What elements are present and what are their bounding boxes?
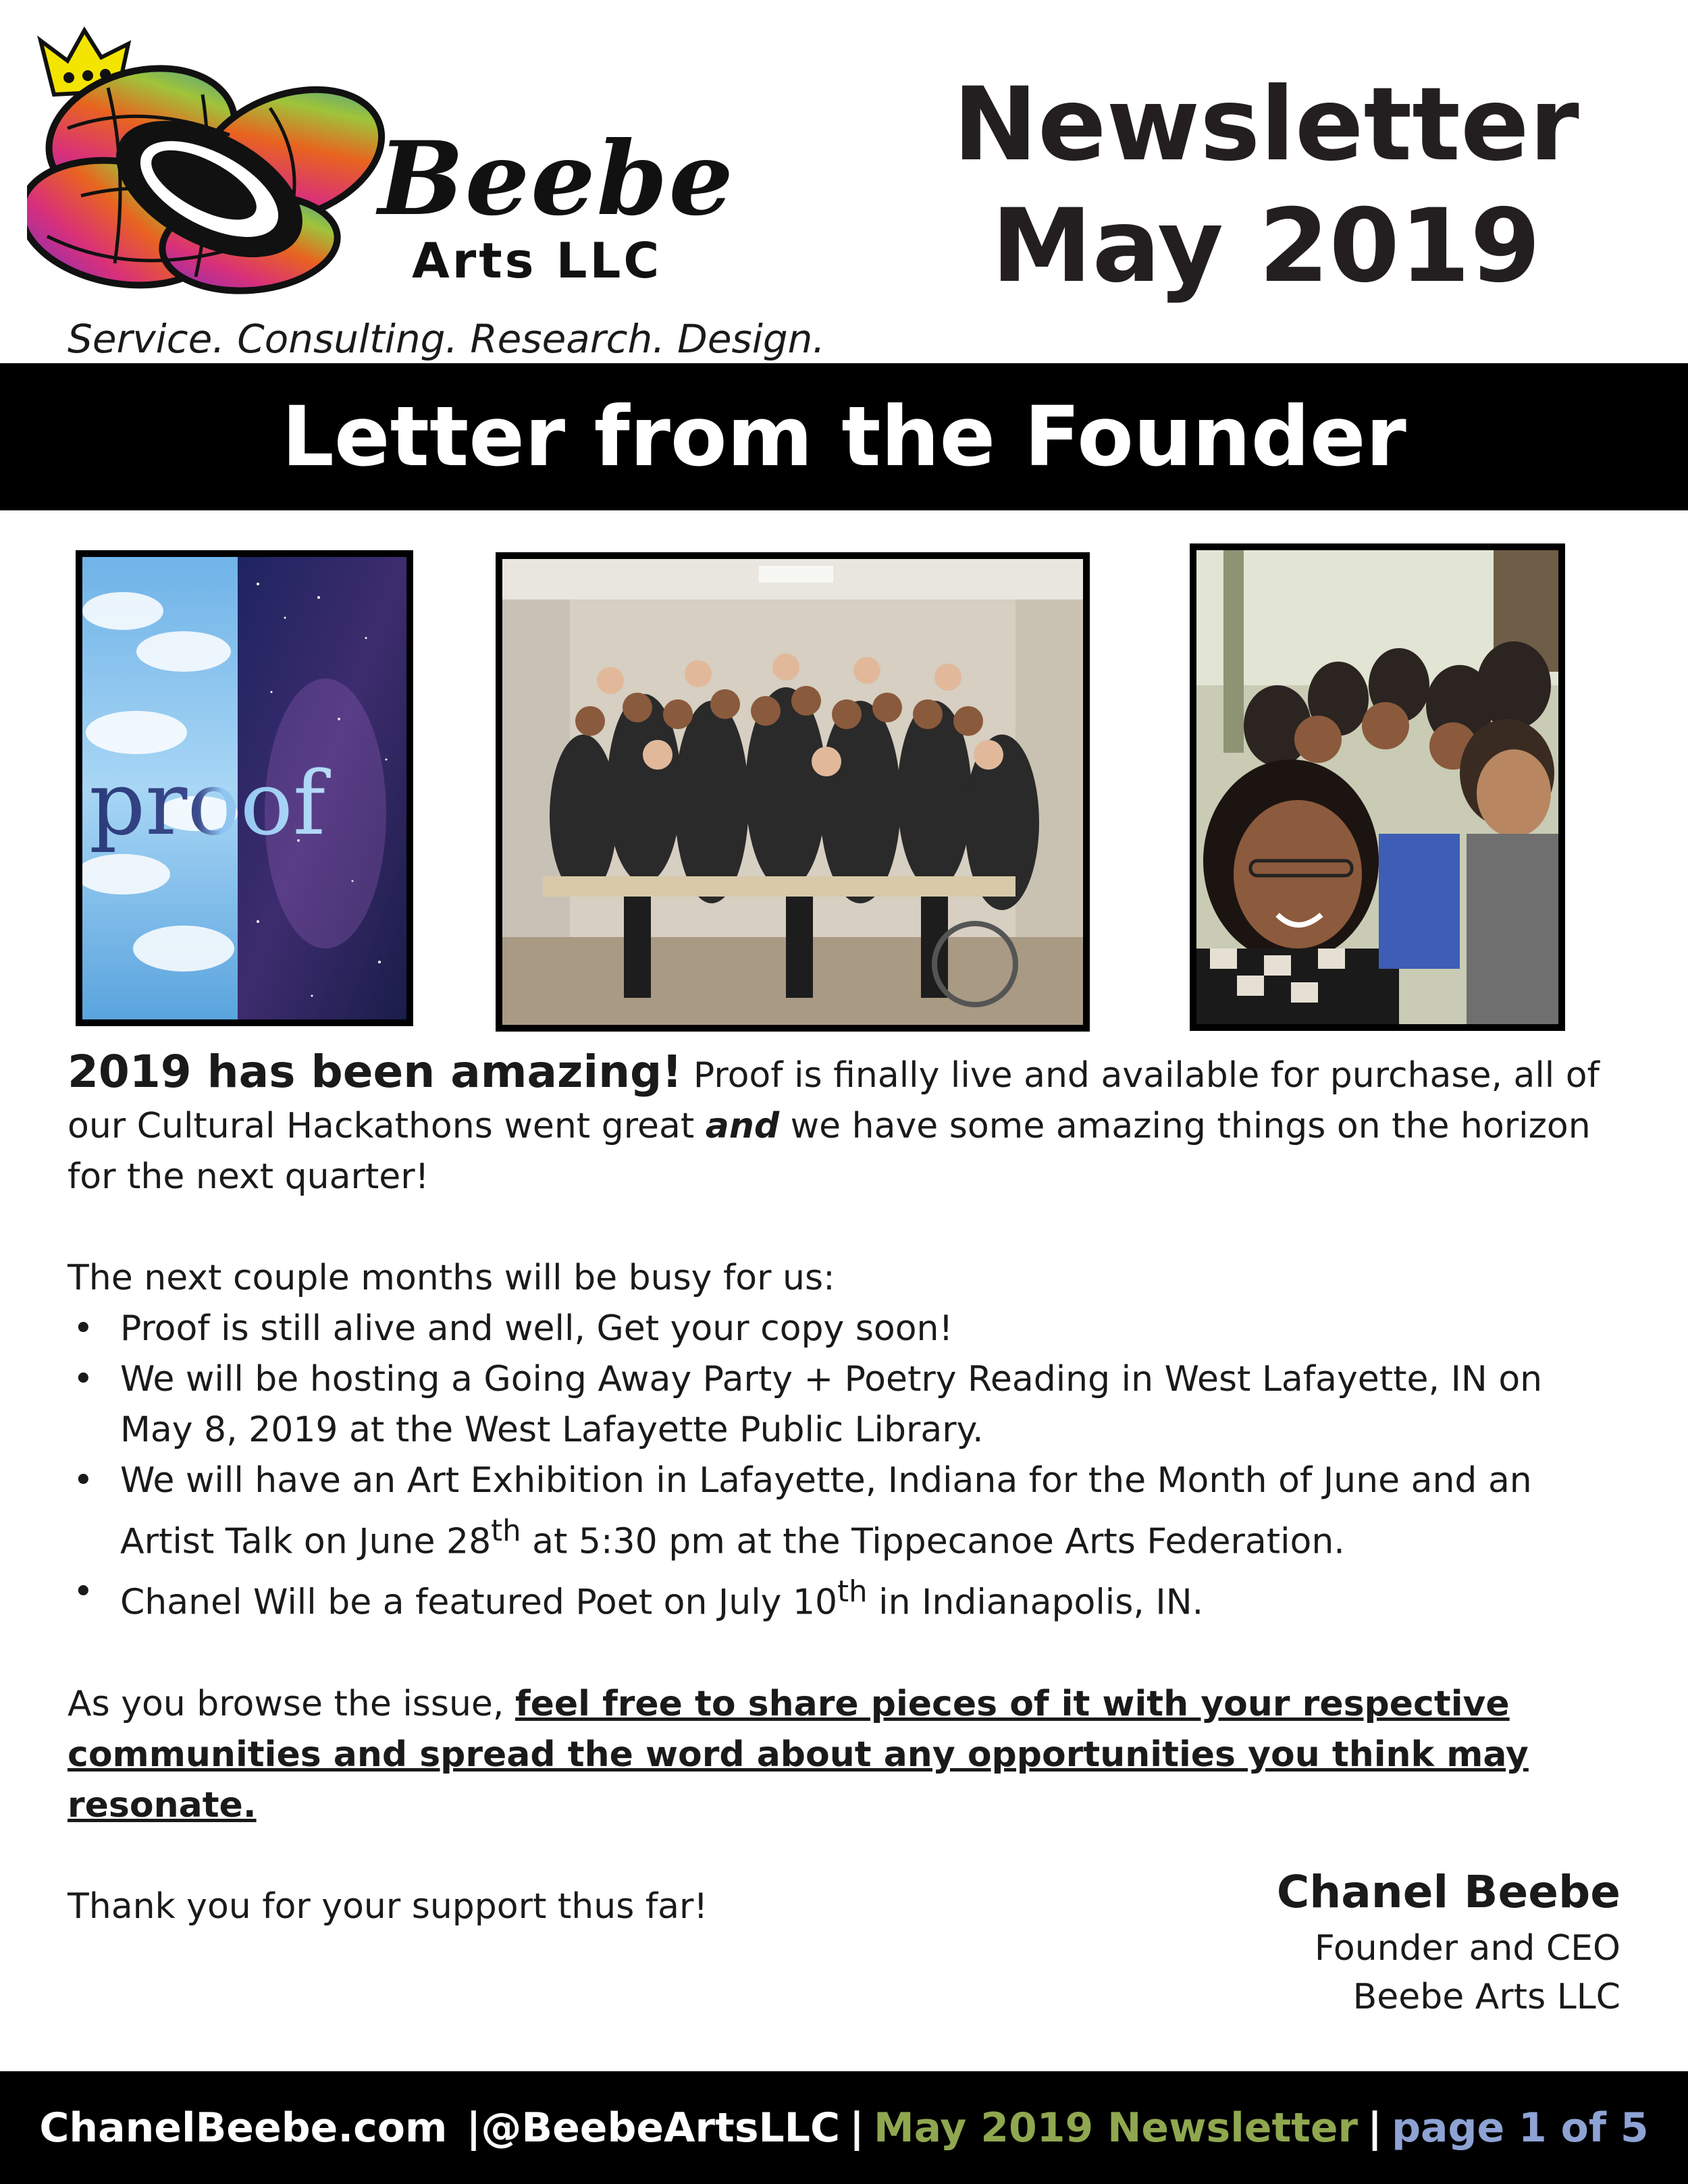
hackathon-selfie-photo [1190, 543, 1565, 1031]
bullet-text: in Indianapolis, IN. [867, 1582, 1204, 1623]
signature-name: Chanel Beebe [1276, 1866, 1620, 1918]
list-item [68, 1354, 1620, 1456]
footer-page-number: page 1 of 5 [1392, 2104, 1649, 2152]
bullet-text: at 5:30 pm at the Tippecanoe Arts Federation. [521, 1521, 1345, 1562]
bullet-text: Chanel Will be a featured Poet on July 10 [120, 1582, 838, 1623]
bullet-text: Proof is still alive and well, Get your copy soon! [120, 1308, 953, 1349]
ordinal-suffix: th [837, 1575, 868, 1609]
share-text: As you browse the issue, [68, 1683, 515, 1724]
proof-book-cover-image [76, 550, 413, 1026]
signature-role: Founder and CEO [1314, 1928, 1620, 1969]
bullet-text: We will be hosting a Going Away Party + Poetry Reading in West Lafayette, IN on May 8, 2019 at the West Lafayette Public Library. [120, 1359, 1543, 1450]
proof-book-cover-icon [82, 557, 406, 1019]
share-callout: feel free to share pieces of it with your respective communities and spread the word about any opportunities you think may resonate. [68, 1683, 1529, 1826]
footer-separator: | [1367, 2104, 1383, 2152]
hackathon-group-photo [496, 552, 1090, 1032]
beebe-arts-logo [27, 20, 735, 317]
share-paragraph [68, 1679, 1620, 1831]
masthead-line-2: May 2019 [991, 188, 1541, 305]
group-photo-icon [502, 559, 1083, 1025]
proof-cover-text: proof [89, 752, 326, 855]
list-item [68, 1567, 1620, 1628]
selfie-photo-icon [1196, 550, 1558, 1024]
event-list [68, 1304, 1620, 1628]
logo-subtitle: Arts LLC [412, 232, 662, 289]
intro-bold: 2019 has been amazing! [68, 1046, 683, 1098]
rainbow-hat-logo-icon [27, 20, 405, 304]
ordinal-suffix: th [491, 1514, 521, 1548]
logo-wordmark: Beebe [378, 119, 735, 238]
footer-bar [0, 2071, 1688, 2184]
newsletter-masthead [932, 64, 1600, 307]
list-item [68, 1304, 1620, 1354]
intro-paragraph [68, 1046, 1620, 1202]
intro-text-1: Proof is finally live and available for purchase, all of our Cultural Hackathons went great [68, 1055, 1600, 1146]
section-title-bar [0, 363, 1688, 510]
thanks-line: Thank you for your support thus far! [68, 1886, 708, 1927]
intro-emphasis: and [705, 1106, 780, 1146]
list-intro: The next couple months will be busy for us: [68, 1258, 835, 1298]
list-item [68, 1456, 1620, 1567]
intro-text-2: we have some amazing things on the horizon for the next quarter! [68, 1106, 1591, 1197]
footer-separator: | [849, 2104, 864, 2152]
section-title: Letter from the Founder [282, 389, 1406, 485]
signature-block [1277, 1860, 1620, 2021]
letter-body [68, 1046, 1620, 1932]
footer-issue-name: May 2019 Newsletter [873, 2104, 1359, 2152]
footer-social-handle[interactable]: |@BeebeArtsLLC [466, 2104, 841, 2152]
tagline: Service. Consulting. Research. Design. [68, 316, 825, 362]
masthead-line-1: Newsletter [953, 66, 1579, 184]
signature-company: Beebe Arts LLC [1352, 1977, 1620, 2017]
bullet-text: We will have an Art Exhibition in Lafayette, Indiana for the Month of June and an Artist Talk on June 28 [120, 1460, 1532, 1562]
footer-website-link[interactable]: ChanelBeebe.com [39, 2104, 448, 2152]
